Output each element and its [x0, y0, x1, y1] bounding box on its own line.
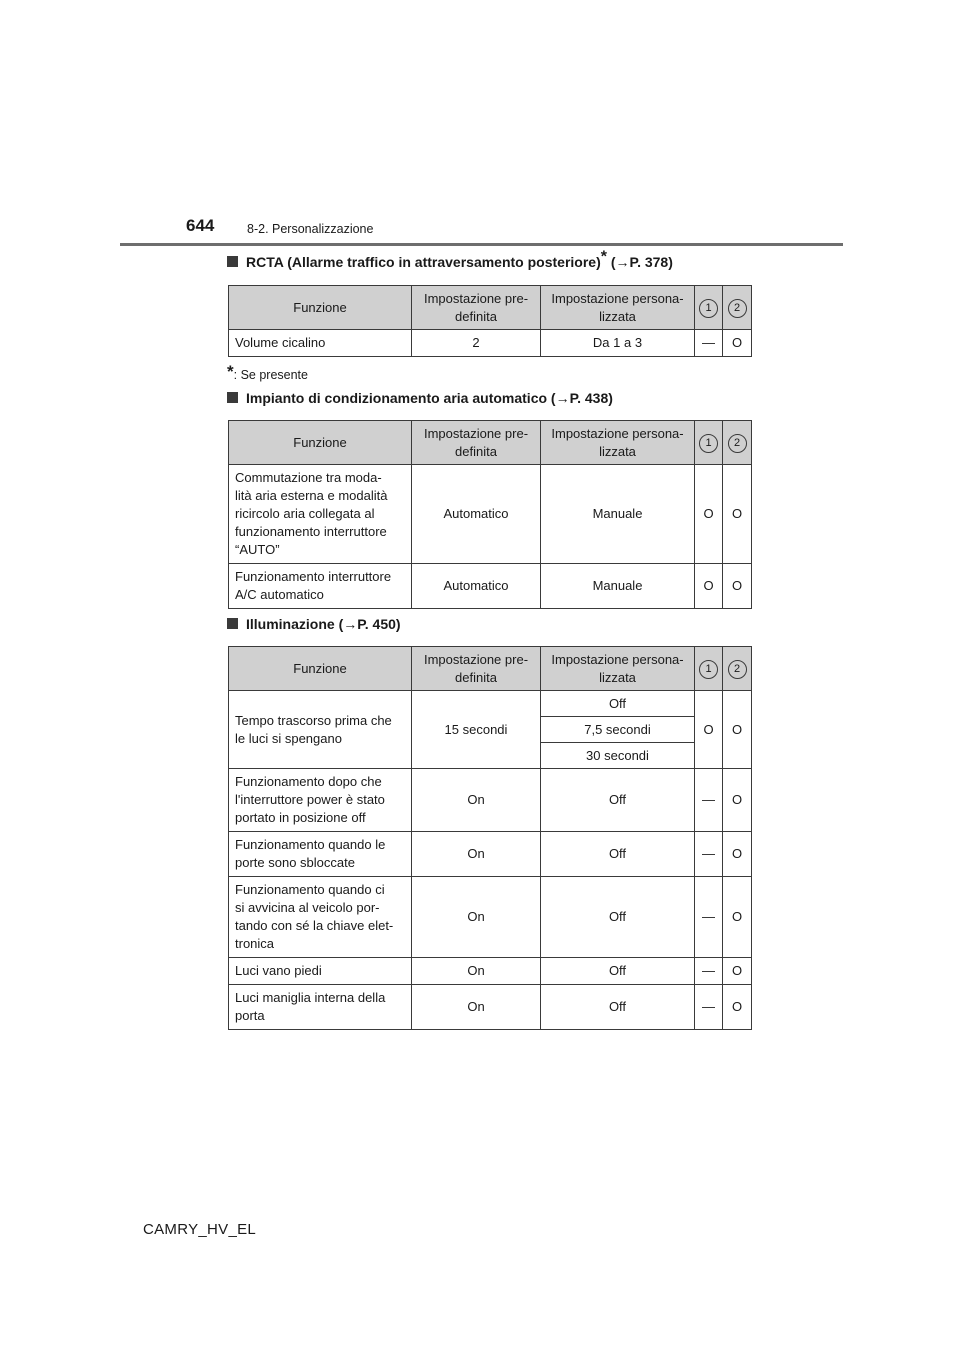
table-cell-funzione: Funzionamento interruttore A/C automatico	[229, 564, 412, 609]
header-funzione: Funzione	[229, 286, 412, 330]
table-row	[229, 832, 752, 877]
circled-2-icon: 2	[728, 299, 747, 318]
table-cell-custom: Off	[541, 769, 695, 832]
table-cell-default: Automatico	[412, 465, 541, 564]
table-cell-col2: O	[723, 769, 752, 832]
climate-table	[228, 420, 752, 609]
section-heading-climate	[227, 390, 613, 406]
footer-code: CAMRY_HV_EL	[143, 1221, 257, 1238]
table-cell-custom: Off	[541, 958, 695, 985]
table-cell-default: On	[412, 769, 541, 832]
table-cell-col1: —	[695, 985, 723, 1030]
table-cell-col2: O	[723, 832, 752, 877]
table-cell-col2: O	[723, 877, 752, 958]
table-cell-col1: O	[695, 564, 723, 609]
table-cell-custom: Manuale	[541, 465, 695, 564]
rcta-table	[228, 285, 752, 357]
header-col2	[723, 421, 752, 465]
table-cell-custom: Off	[541, 877, 695, 958]
table-cell-funzione: Funzionamento quando ci si avvicina al veicolo por- tando con sé la chiave elet- tronica	[229, 877, 412, 958]
chapter-title: 8-2. Personalizzazione	[247, 222, 374, 236]
circled-1-icon: 1	[699, 434, 718, 453]
table-cell-col2: O	[723, 465, 752, 564]
table-cell-col1: —	[695, 958, 723, 985]
table-cell-col1: —	[695, 330, 723, 357]
table-row	[229, 564, 752, 609]
section-title: Impianto di condizionamento aria automatico (→P. 438)	[246, 390, 613, 406]
header-rule	[120, 243, 843, 246]
table-row	[229, 769, 752, 832]
section-heading-lighting	[227, 616, 401, 632]
square-bullet-icon	[227, 256, 238, 267]
table-cell-col2: O	[723, 564, 752, 609]
header-funzione: Funzione	[229, 647, 412, 691]
circled-2-icon: 2	[728, 660, 747, 679]
section-heading-rcta	[227, 248, 673, 270]
table-cell-funzione: Funzionamento quando le porte sono sbloccate	[229, 832, 412, 877]
footnote	[227, 362, 308, 382]
circled-1-icon: 1	[699, 660, 718, 679]
header-default: Impostazione pre- definita	[412, 647, 541, 691]
table-cell-default: Automatico	[412, 564, 541, 609]
square-bullet-icon	[227, 392, 238, 403]
header-col2	[723, 647, 752, 691]
table-cell-option: Off	[541, 691, 695, 717]
table-cell-col2: O	[723, 958, 752, 985]
table-cell-option: 7,5 secondi	[541, 717, 695, 743]
table-cell-default: On	[412, 985, 541, 1030]
asterisk-mark: *	[600, 248, 607, 266]
table-cell-funzione: Luci vano piedi	[229, 958, 412, 985]
table-cell-col1: —	[695, 769, 723, 832]
table-cell-funzione: Volume cicalino	[229, 330, 412, 357]
section-title: RCTA (Allarme traffico in attraversamento posteriore)	[246, 254, 601, 270]
table-cell-col2: O	[723, 985, 752, 1030]
footnote-mark: *	[227, 362, 234, 381]
header-default: Impostazione pre- definita	[412, 421, 541, 465]
table-row	[229, 877, 752, 958]
table-cell-custom: Manuale	[541, 564, 695, 609]
table-cell-custom: Off	[541, 985, 695, 1030]
table-row	[229, 465, 752, 564]
table-cell-funzione: Luci maniglia interna della porta	[229, 985, 412, 1030]
header-col2	[723, 286, 752, 330]
table-cell-custom: Off	[541, 832, 695, 877]
circled-1-icon: 1	[699, 299, 718, 318]
table-cell-col1: O	[695, 691, 723, 769]
header-col1	[695, 286, 723, 330]
square-bullet-icon	[227, 618, 238, 629]
table-cell-default: 2	[412, 330, 541, 357]
header-custom: Impostazione persona- lizzata	[541, 421, 695, 465]
table-cell-custom: Da 1 a 3	[541, 330, 695, 357]
table-cell-funzione: Tempo trascorso prima che le luci si spengano	[229, 691, 412, 769]
table-cell-default: On	[412, 832, 541, 877]
table-cell-col2: O	[723, 691, 752, 769]
table-cell-default: 15 secondi	[412, 691, 541, 769]
header-custom: Impostazione persona- lizzata	[541, 286, 695, 330]
page-number: 644	[186, 216, 215, 235]
table-cell-option: 30 secondi	[541, 743, 695, 769]
header-default: Impostazione pre- definita	[412, 286, 541, 330]
table-row	[229, 958, 752, 985]
footnote-text: : Se presente	[233, 368, 308, 382]
table-cell-default: On	[412, 877, 541, 958]
table-cell-default: On	[412, 958, 541, 985]
header-funzione: Funzione	[229, 421, 412, 465]
table-cell-col1: —	[695, 832, 723, 877]
table-cell-col2: O	[723, 330, 752, 357]
table-row	[229, 330, 752, 357]
table-cell-funzione: Commutazione tra moda- lità aria esterna e modalità ricircolo aria collegata al funzionamento interruttore “AUTO”	[229, 465, 412, 564]
header-custom: Impostazione persona- lizzata	[541, 647, 695, 691]
table-cell-funzione: Funzionamento dopo che l'interruttore power è stato portato in posizione off	[229, 769, 412, 832]
table-cell-col1: —	[695, 877, 723, 958]
table-cell-col1: O	[695, 465, 723, 564]
header-col1	[695, 421, 723, 465]
section-title: Illuminazione (→P. 450)	[246, 616, 401, 632]
table-row	[229, 985, 752, 1030]
header-col1	[695, 647, 723, 691]
page-reference: (→P. 378)	[606, 254, 673, 270]
circled-2-icon: 2	[728, 434, 747, 453]
lighting-table	[228, 646, 752, 1030]
